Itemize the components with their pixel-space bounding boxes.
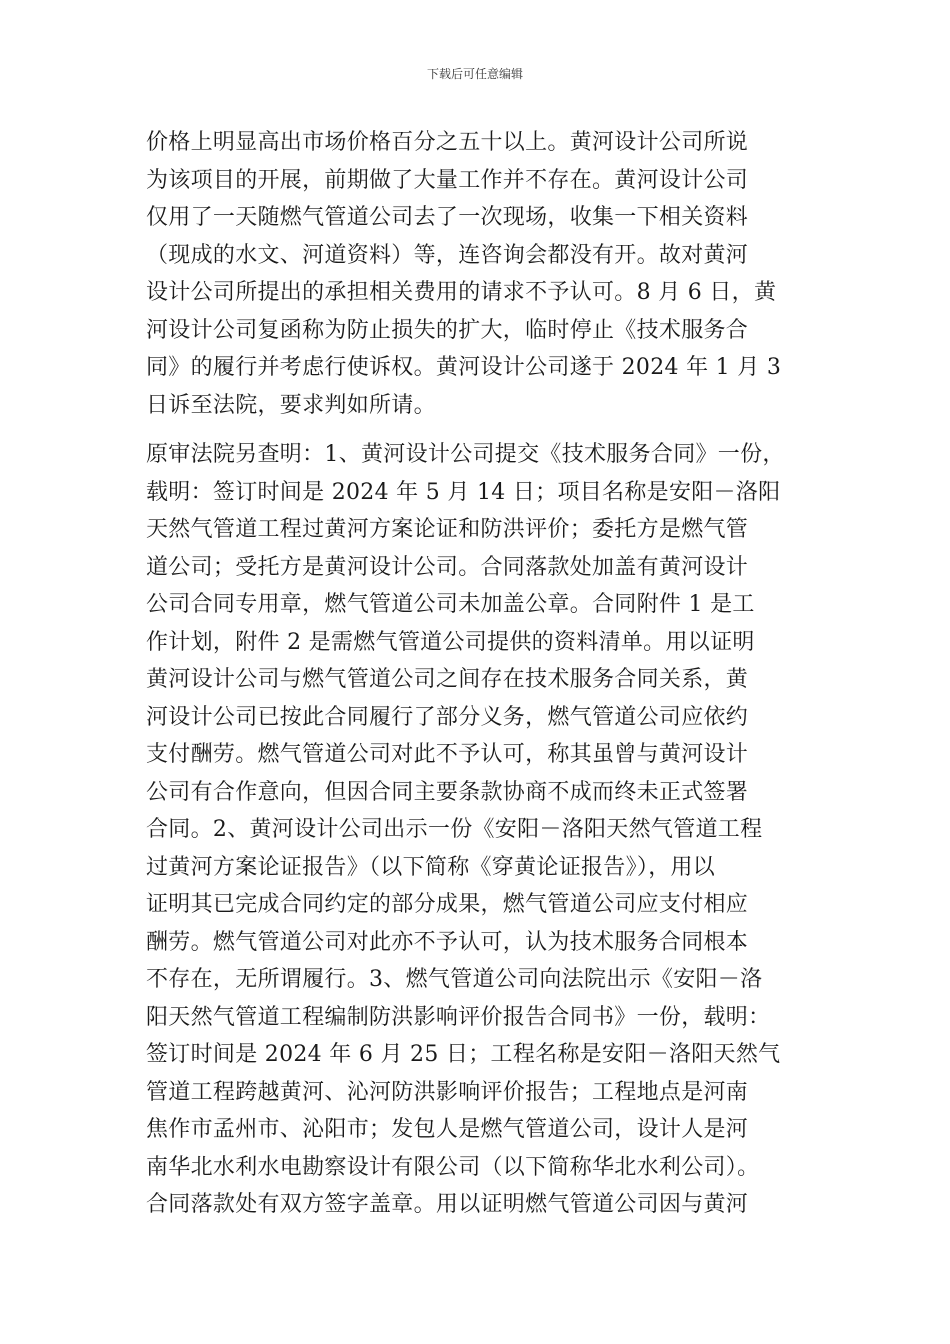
text-line: 原审法院另查明：1、黄河设计公司提交《技术服务合同》一份， xyxy=(146,442,785,467)
text-line: 签订时间是 2024 年 6 月 25 日；工程名称是安阳－洛阳天然气 xyxy=(146,1042,781,1067)
text-line: 南华北水利水电勘察设计有限公司（以下简称华北水利公司）。 xyxy=(146,1154,760,1180)
text-line: 同》的履行并考虑行使诉权。黄河设计公司遂于 2024 年 1 月 3 xyxy=(146,355,782,380)
text-line: 支付酬劳。燃气管道公司对此不予认可，称其虽曾与黄河设计 xyxy=(146,742,749,767)
text-line: 公司合同专用章，燃气管道公司未加盖公章。合同附件 1 是工 xyxy=(146,592,755,617)
text-line: 设计公司所提出的承担相关费用的请求不予认可。8 月 6 日，黄 xyxy=(146,280,777,305)
text-line: 河设计公司已按此合同履行了部分义务，燃气管道公司应依约 xyxy=(146,704,749,730)
text-line: 焦作市孟州市、沁阳市；发包人是燃气管道公司，设计人是河 xyxy=(146,1117,749,1142)
text-line: 天然气管道工程过黄河方案论证和防洪评价；委托方是燃气管 xyxy=(146,517,749,542)
paragraph xyxy=(146,436,810,1224)
text-line: 为该项目的开展，前期做了大量工作并不存在。黄河设计公司 xyxy=(146,167,749,193)
text-line: 作计划，附件 2 是需燃气管道公司提供的资料清单。用以证明 xyxy=(146,629,755,655)
text-line: 过黄河方案论证报告》（以下简称《穿黄论证报告》），用以 xyxy=(146,854,716,880)
text-line: 河设计公司复函称为防止损失的扩大，临时停止《技术服务合 xyxy=(146,317,749,343)
paragraph xyxy=(146,124,810,424)
text-line: 日诉至法院，要求判如所请。 xyxy=(146,392,436,418)
text-line: （现成的水文、河道资料）等，连咨询会都没有开。故对黄河 xyxy=(146,242,749,268)
text-line: 合同落款处有双方签字盖章。用以证明燃气管道公司因与黄河 xyxy=(146,1192,749,1217)
text-line: 价格上明显高出市场价格百分之五十以上。黄河设计公司所说 xyxy=(146,130,749,155)
text-line: 酬劳。燃气管道公司对此亦不予认可，认为技术服务合同根本 xyxy=(146,929,749,955)
text-line: 合同。2、黄河设计公司出示一份《安阳－洛阳天然气管道工程 xyxy=(146,817,763,842)
page-header-note: 下载后可任意编辑 xyxy=(426,67,523,81)
text-line: 管道工程跨越黄河、沁河防洪影响评价报告；工程地点是河南 xyxy=(146,1079,749,1105)
text-line: 黄河设计公司与燃气管道公司之间存在技术服务合同关系，黄 xyxy=(146,667,749,692)
document-body xyxy=(146,124,810,1224)
text-line: 不存在，无所谓履行。3、燃气管道公司向法院出示《安阳－洛 xyxy=(146,967,763,992)
text-line: 道公司；受托方是黄河设计公司。合同落款处加盖有黄河设计 xyxy=(146,554,749,580)
text-line: 仅用了一天随燃气管道公司去了一次现场，收集一下相关资料 xyxy=(146,205,749,230)
text-line: 载明：签订时间是 2024 年 5 月 14 日；项目名称是安阳－洛阳 xyxy=(146,479,781,505)
text-line: 公司有合作意向，但因合同主要条款协商不成而终未正式签署 xyxy=(146,779,749,805)
text-line: 证明其已完成合同约定的部分成果，燃气管道公司应支付相应 xyxy=(146,892,749,917)
text-line: 阳天然气管道工程编制防洪影响评价报告合同书》一份，载明： xyxy=(146,1004,771,1030)
